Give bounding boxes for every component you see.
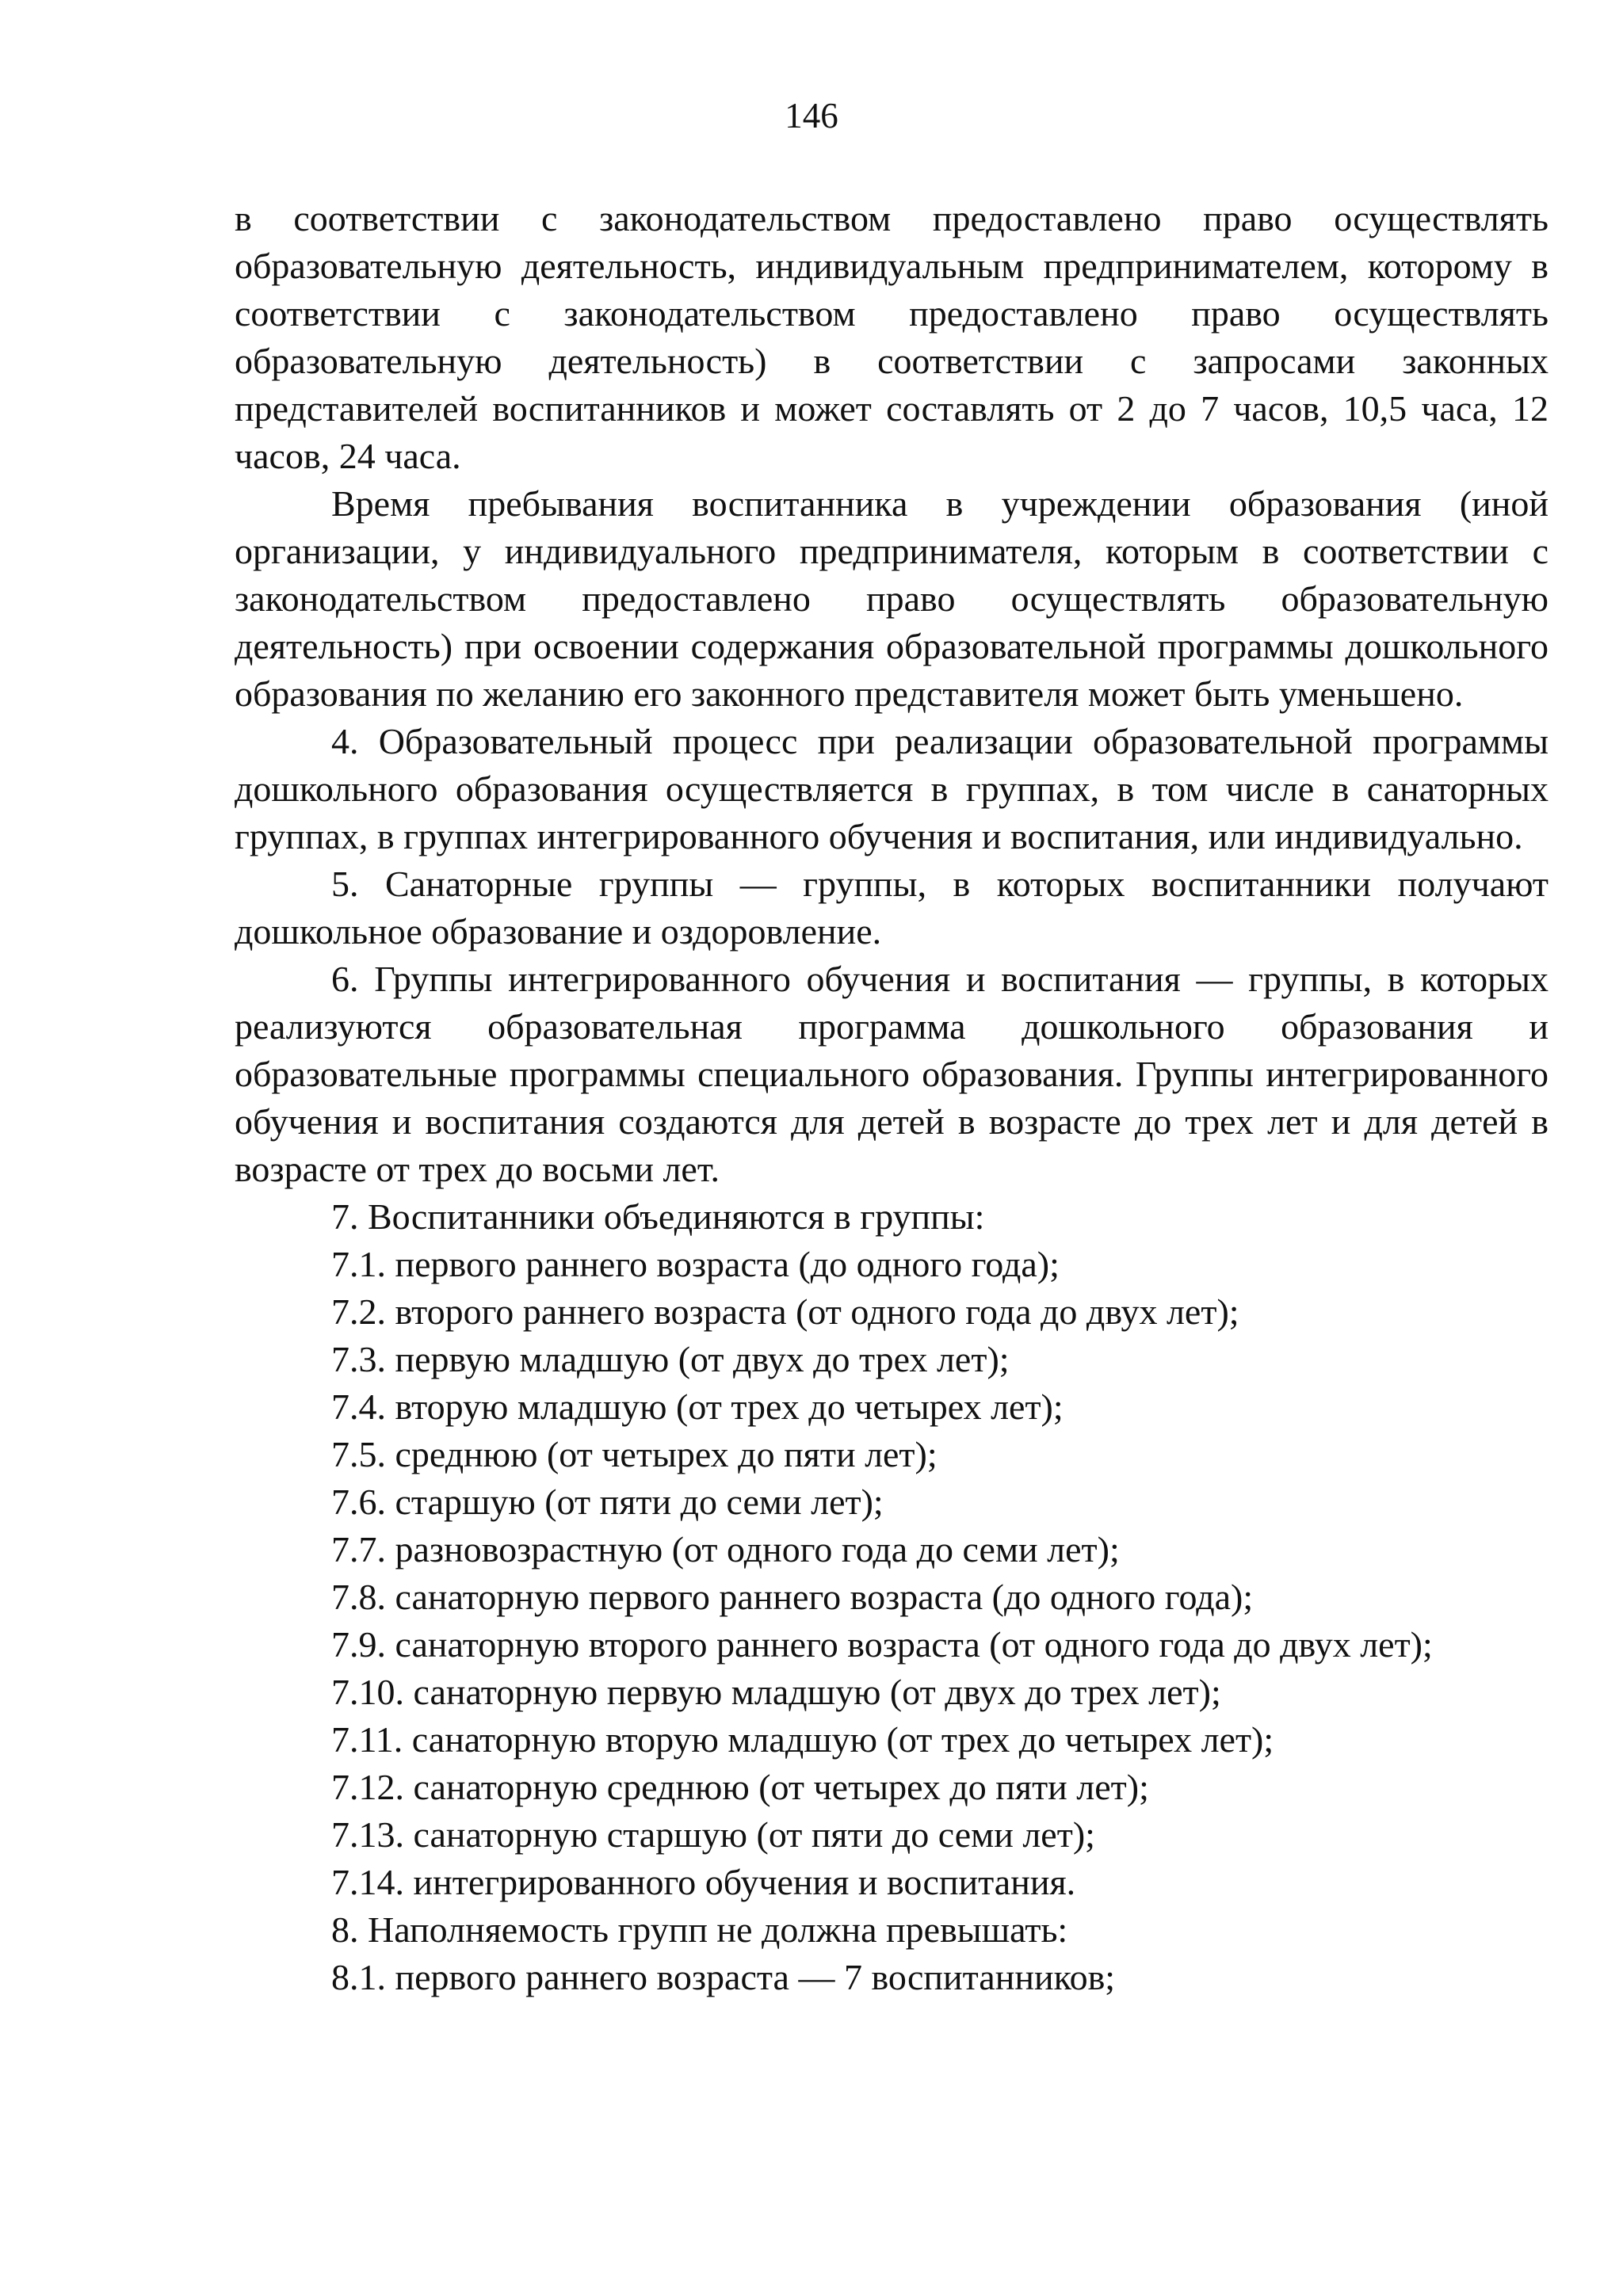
paragraph-item-6: 6. Группы интегрированного обучения и воспитания — группы, в которых реализуются образовательная программа дошкольного образования и образовательные программы специального образования. Группы интегрированного обучения и воспитания создаются для детей в возрасте до трех лет и для детей в возрасте от трех до восьми лет. <box>235 959 1549 1189</box>
paragraph-continuation: в соответствии с законодательством предоставлено право осуществлять образовательную деятельность, индивидуальным предпринимателем, которому в соответствии с законодательством предоставлено право осуществлять образовательную деятельность) в соответствии с запросами законных представителей воспитанников и может составлять от 2 до 7 часов, 10,5 часа, 12 часов, 24 часа. <box>235 198 1549 476</box>
list-item: 8.1. первого раннего возраста — 7 воспитанников; <box>331 1957 1116 1997</box>
list-item-wrapped: 7.9. санаторную второго раннего возраста (от одного года до двух лет); <box>331 1624 1433 1665</box>
list-item: 7.12. санаторную среднюю (от четырех до пяти лет); <box>331 1767 1149 1807</box>
paragraph-stay-time: Время пребывания воспитанника в учреждении образования (иной организации, у индивидуального предпринимателя, которым в соответствии с законодательством предоставлено право осуществлять образовательную деятельность) при освоении содержания образовательной программы дошкольного образования по желанию его законного представителя может быть уменьшено. <box>235 483 1549 714</box>
page-number: 146 <box>785 96 838 135</box>
list-item: 7.6. старшую (от пяти до семи лет); <box>331 1482 884 1522</box>
list-item: 7.7. разновозрастную (от одного года до семи лет); <box>331 1529 1120 1569</box>
paragraph-item-4: 4. Образовательный процесс при реализации образовательной программы дошкольного образования осуществляется в группах, в том числе в санаторных группах, в группах интегрированного обучения и воспитания, или индивидуально. <box>235 721 1549 856</box>
list-item: 7.8. санаторную первого раннего возраста (до одного года); <box>331 1577 1254 1617</box>
list-heading-item-8: 8. Наполняемость групп не должна превышать: <box>331 1909 1068 1950</box>
list-item: 7.13. санаторную старшую (от пяти до семи лет); <box>331 1814 1095 1855</box>
list-item: 7.11. санаторную вторую младшую (от трех до четырех лет); <box>331 1719 1274 1760</box>
list-item: 7.2. второго раннего возраста (от одного года до двух лет); <box>331 1291 1239 1332</box>
paragraph-item-5: 5. Санаторные группы — группы, в которых воспитанники получают дошкольное образование и оздоровление. <box>235 864 1549 952</box>
list-heading-item-7: 7. Воспитанники объединяются в группы: <box>331 1196 985 1237</box>
list-item: 7.1. первого раннего возраста (до одного года); <box>331 1244 1060 1284</box>
list-item: 7.4. вторую младшую (от трех до четырех лет); <box>331 1386 1064 1427</box>
list-item: 7.5. среднюю (от четырех до пяти лет); <box>331 1434 938 1474</box>
list-item: 7.3. первую младшую (от двух до трех лет); <box>331 1339 1010 1379</box>
list-item: 7.14. интегрированного обучения и воспитания. <box>331 1862 1076 1902</box>
list-item: 7.10. санаторную первую младшую (от двух до трех лет); <box>331 1672 1221 1712</box>
document-body <box>235 195 1549 2001</box>
